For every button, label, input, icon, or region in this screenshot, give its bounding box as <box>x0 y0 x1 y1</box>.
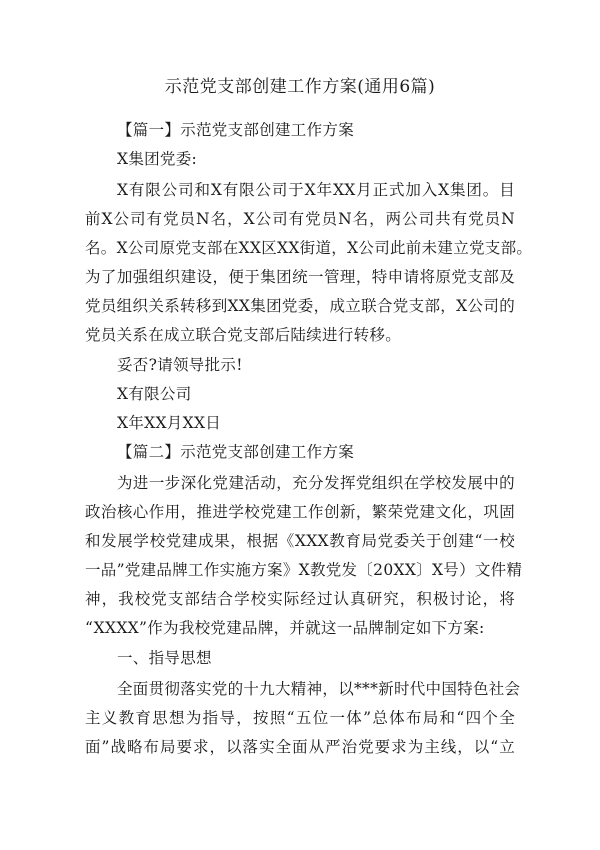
paragraph-line: 全面贯彻落实党的十九大精神，以***新时代中国特色社会 <box>117 680 521 698</box>
paragraph-line: 党员组织关系转移到XX集团党委，成立联合党支部，X公司的 <box>85 297 515 315</box>
paragraph-line: 前X公司有党员N名，X公司有党员N名，两公司共有党员N <box>85 210 515 228</box>
paragraph-line: 为进一步深化党建活动，充分发挥党组织在学校发展中的 <box>117 474 515 492</box>
subheading-guiding-ideology: 一、指导思想 <box>117 649 212 667</box>
document-title: 示范党支部创建工作方案(通用6篇) <box>164 77 436 97</box>
paragraph-line: X有限公司和X有限公司于X年XX月正式加入X集团。目 <box>117 181 515 199</box>
request-text: 妥否?请领导批示! <box>117 356 243 374</box>
paragraph-line: “XXXX”作为我校党建品牌，并就这一品牌制定如下方案: <box>85 619 485 637</box>
paragraph-line: 主义教育思想为指导，按照“五位一体”总体布局和“四个全 <box>85 709 515 727</box>
signature-date: X年XX月XX日 <box>117 414 222 432</box>
paragraph-line: 为了加强组织建设，便于集团统一管理，特申请将原党支部及 <box>85 268 515 286</box>
paragraph-line: 神，我校党支部结合学校实际经过认真研究，积极讨论，将 <box>85 590 515 608</box>
paragraph-line: 党员关系在成立联合党支部后陆续进行转移。 <box>85 326 402 344</box>
paragraph-line: 名。X公司原党支部在XX区XX街道，X公司此前未建立党支部。 <box>85 239 533 257</box>
signature-company: X有限公司 <box>117 385 192 403</box>
section-heading-1: 【篇一】示范党支部创建工作方案 <box>117 121 355 139</box>
paragraph-line: 政治核心作用，推进学校党建工作创新，繁荣党建文化，巩固 <box>85 503 515 521</box>
paragraph-line: 面”战略布局要求，以落实全面从严治党要求为主线，以“立 <box>85 738 515 756</box>
paragraph-line: 和发展学校党建成果，根据《XXX教育局党委关于创建“一校 <box>85 532 515 550</box>
paragraph-line: 一品”党建品牌工作实施方案》X教党发〔20XX〕X号）文件精 <box>85 561 523 579</box>
section-heading-2: 【篇二】示范党支部创建工作方案 <box>117 443 355 461</box>
addressee: X集团党委: <box>117 150 198 168</box>
